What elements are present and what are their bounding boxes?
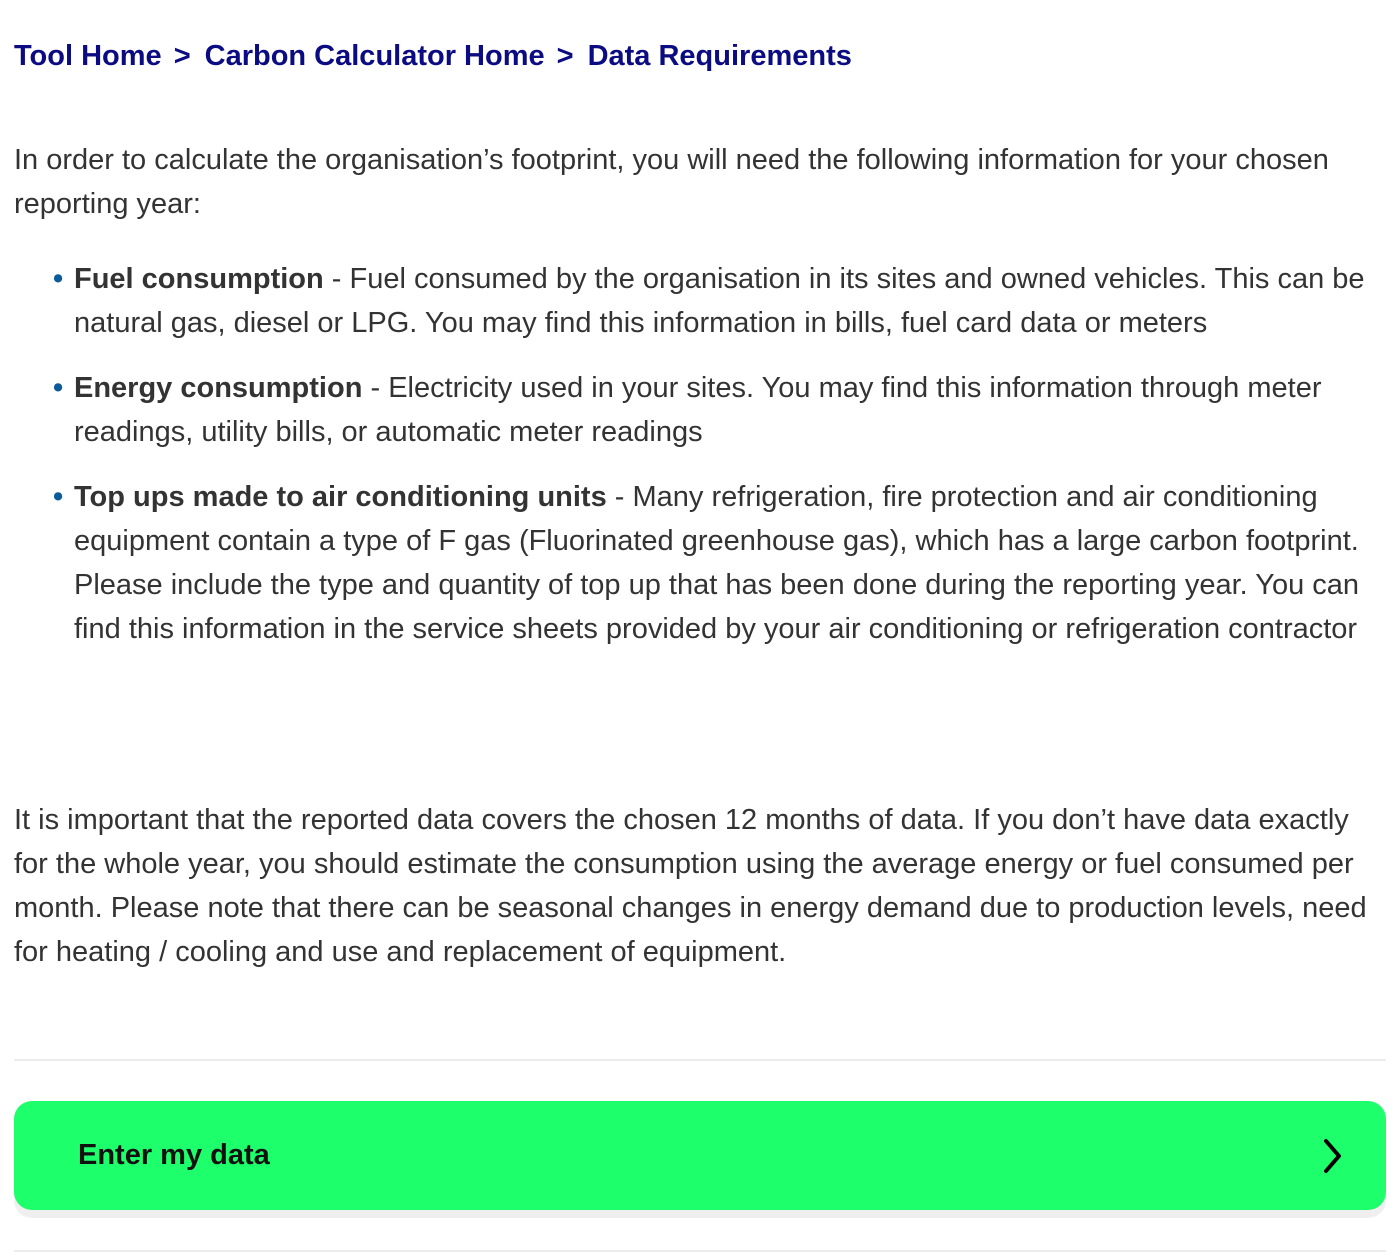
breadcrumb-carbon-calculator-home[interactable]: Carbon Calculator Home — [204, 40, 545, 72]
bullet-icon: • — [53, 372, 64, 404]
requirement-text: - Electricity used in your sites. You may find this information through meter readings, utility bills, or automatic meter readings — [74, 372, 1322, 448]
breadcrumb-tool-home[interactable]: Tool Home — [14, 40, 162, 72]
enter-my-data-button[interactable] — [14, 1101, 1386, 1210]
requirements-list — [14, 257, 1386, 672]
list-item — [53, 366, 1386, 454]
requirement-title: Fuel consumption — [74, 263, 324, 295]
bullet-icon: • — [53, 263, 64, 295]
outro-text: It is important that the reported data covers the chosen 12 months of data. If you don’t have data exactly for the whole year, you should estimate the consumption using the average energy or fuel consumed per month. Please note that there can be seasonal changes in energy demand due to production levels, need for heating / cooling and use and replacement of equipment. — [14, 804, 1367, 968]
bullet-icon: • — [53, 481, 64, 513]
divider — [14, 1250, 1386, 1252]
chevron-right-icon — [1322, 1138, 1344, 1174]
requirement-title: Energy consumption — [74, 372, 363, 404]
requirement-title: Top ups made to air conditioning units — [74, 481, 607, 513]
breadcrumb-separator: > — [556, 40, 574, 72]
breadcrumb — [14, 40, 852, 73]
intro-text: In order to calculate the organisation’s footprint, you will need the following information for your chosen reporting year: — [14, 144, 1329, 220]
requirement-text: - Fuel consumed by the organisation in its sites and owned vehicles. This can be natural gas, diesel or LPG. You may find this information in bills, fuel card data or meters — [74, 263, 1365, 339]
breadcrumb-separator: > — [173, 40, 191, 72]
enter-my-data-label: Enter my data — [78, 1139, 270, 1171]
list-item — [53, 475, 1386, 651]
requirement-text: - Many refrigeration, fire protection and air conditioning equipment contain a type of F gas (Fluorinated greenhouse gas), which has a large carbon footprint. Please include the type and quantity of top up that has been done during the reporting year. You can find this information in the service sheets provided by your air conditioning or refrigeration contractor — [74, 481, 1360, 645]
divider — [14, 1059, 1386, 1061]
breadcrumb-data-requirements[interactable]: Data Requirements — [587, 40, 852, 72]
list-item — [53, 257, 1386, 345]
